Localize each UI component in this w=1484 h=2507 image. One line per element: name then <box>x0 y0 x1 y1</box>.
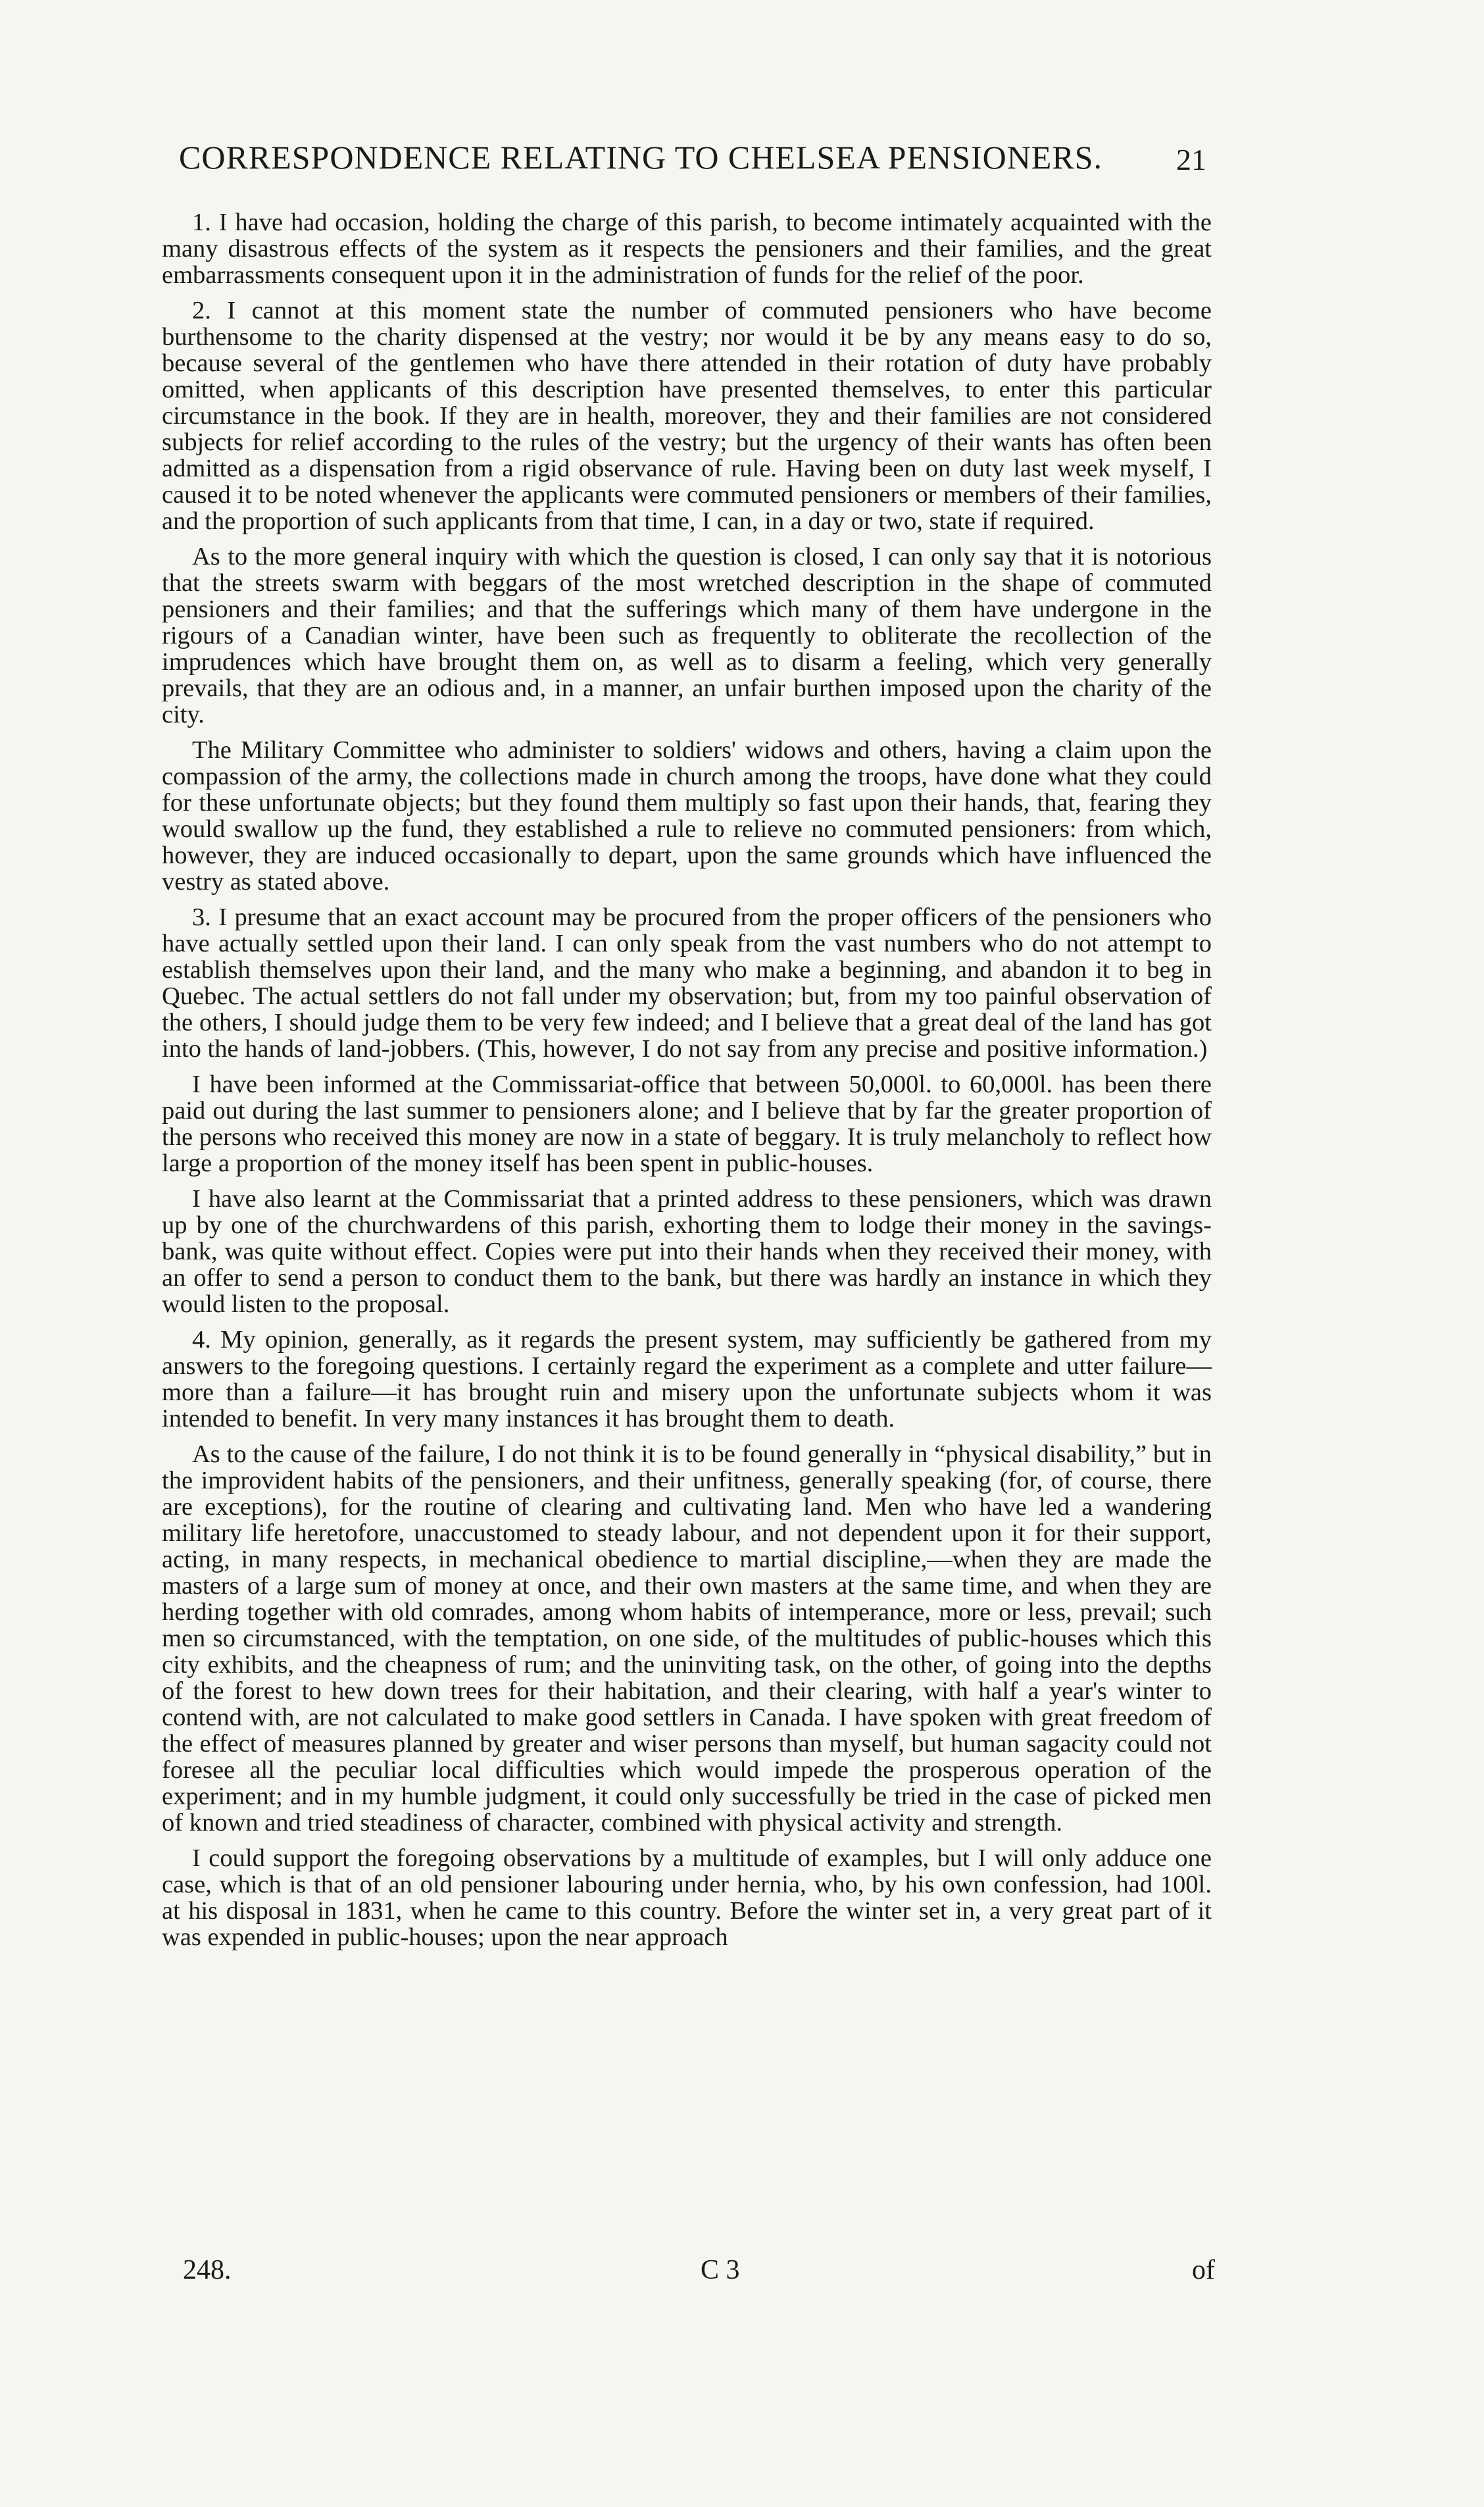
paragraph-10: I could support the foregoing observations by a multitude of examples, but I will only adduce one case, which is that of an old pensioner labouring under hernia, who, by his own confession, had 100l. at his disposal in 1831, when he came to this country. Before the winter set in, a very great part of it was expended in public-houses; upon the near approach <box>162 1844 1212 1951</box>
footer-catchword: of <box>1192 2255 1215 2285</box>
footer-sheet-number: 248. <box>183 2255 232 2285</box>
paragraph-2: 2. I cannot at this moment state the number of commuted pensioners who have become burthensome to the charity dispensed at the vestry; nor would it be by any means easy to do so, because several of the gentlemen who have there attended in their rotation of duty have probably omitted, when applicants of this description have presented themselves, to enter this particular circumstance in the book. If they are in health, moreover, they and their families are not considered subjects for relief according to the rules of the vestry; but the urgency of their wants has often been admitted as a dispensation from a rigid observance of rule. Having been on duty last week myself, I caused it to be noted whenever the applicants were commuted pensioners or members of their families, and the proportion of such applicants from that time, I can, in a day or two, state if required. <box>162 297 1212 535</box>
body-text <box>162 209 1212 1960</box>
paragraph-3: As to the more general inquiry with which the question is closed, I can only say that it is notorious that the streets swarm with beggars of the most wretched description in the shape of commuted pensioners and their families; and that the sufferings which many of them have undergone in the rigours of a Canadian winter, have been such as frequently to obliterate the recollection of the imprudences which have brought them on, as well as to disarm a feeling, which very generally prevails, that they are an odious and, in a manner, an unfair burthen imposed upon the charity of the city. <box>162 543 1212 728</box>
paragraph-9: As to the cause of the failure, I do not think it is to be found generally in “physical disability,” but in the improvident habits of the pensioners, and their unfitness, generally speaking (for, of course, there are exceptions), for the routine of clearing and cultivating land. Men who have led a wandering military life heretofore, unaccustomed to steady labour, and not dependent upon it for their support, acting, in many respects, in mechanical obedience to martial discipline,—when they are made the masters of a large sum of money at once, and their own masters at the same time, and when they are herding together with old comrades, among whom habits of intemperance, more or less, prevail; such men so circumstanced, with the temptation, on one side, of the multitudes of public-houses which this city exhibits, and the cheapness of rum; and the uninviting task, on the other, of going into the depths of the forest to hew down trees for their habitation, and their clearing, with half a year's winter to contend with, are not calculated to make good settlers in Canada. I have spoken with great freedom of the effect of measures planned by greater and wiser persons than myself, but human sagacity could not foresee all the peculiar local difficulties which would impede the prosperous operation of the experiment; and in my humble judgment, it could only successfully be tried in the case of picked men of known and tried steadiness of character, combined with physical activity and strength. <box>162 1440 1212 1836</box>
page-header-title: CORRESPONDENCE RELATING TO CHELSEA PENSIONERS. <box>179 139 1103 176</box>
paragraph-7: I have also learnt at the Commissariat that a printed address to these pensioners, which was drawn up by one of the churchwardens of this parish, exhorting them to lodge their money in the savings-bank, was quite without effect. Copies were put into their hands when they received their money, with an offer to send a person to conduct them to the bank, but there was hardly an instance in which they would listen to the proposal. <box>162 1185 1212 1318</box>
paragraph-8: 4. My opinion, generally, as it regards the present system, may sufficiently be gathered from my answers to the foregoing questions. I certainly regard the experiment as a complete and utter failure—more than a failure—it has brought ruin and misery upon the unfortunate subjects whom it was intended to benefit. In very many instances it has brought them to death. <box>162 1326 1212 1432</box>
footer-signature-mark: C 3 <box>701 2255 740 2285</box>
paragraph-4: The Military Committee who administer to soldiers' widows and others, having a claim upon the compassion of the army, the collections made in church among the troops, have done what they could for these unfortunate objects; but they found them multiply so fast upon their hands, that, fearing they would swallow up the fund, they established a rule to relieve no commuted pensioners: from which, however, they are induced occasionally to depart, upon the same grounds which have influenced the vestry as stated above. <box>162 736 1212 896</box>
page-number: 21 <box>1176 143 1206 176</box>
paragraph-6: I have been informed at the Commissariat-office that between 50,000l. to 60,000l. has been there paid out during the last summer to pensioners alone; and I believe that by far the greater proportion of the persons who received this money are now in a state of beggary. It is truly melancholy to reflect how large a proportion of the money itself has been spent in public-houses. <box>162 1071 1212 1177</box>
paragraph-1: 1. I have had occasion, holding the charge of this parish, to become intimately acquainted with the many disastrous effects of the system as it respects the pensioners and their families, and the great embarrassments consequent upon it in the administration of funds for the relief of the poor. <box>162 209 1212 289</box>
paragraph-5: 3. I presume that an exact account may be procured from the proper officers of the pensioners who have actually settled upon their land. I can only speak from the vast numbers who do not attempt to establish themselves upon their land, and the many who make a beginning, and abandon it to beg in Quebec. The actual settlers do not fall under my observation; but, from my too painful observation of the others, I should judge them to be very few indeed; and I believe that a great deal of the land has got into the hands of land-jobbers. (This, however, I do not say from any precise and positive information.) <box>162 903 1212 1063</box>
